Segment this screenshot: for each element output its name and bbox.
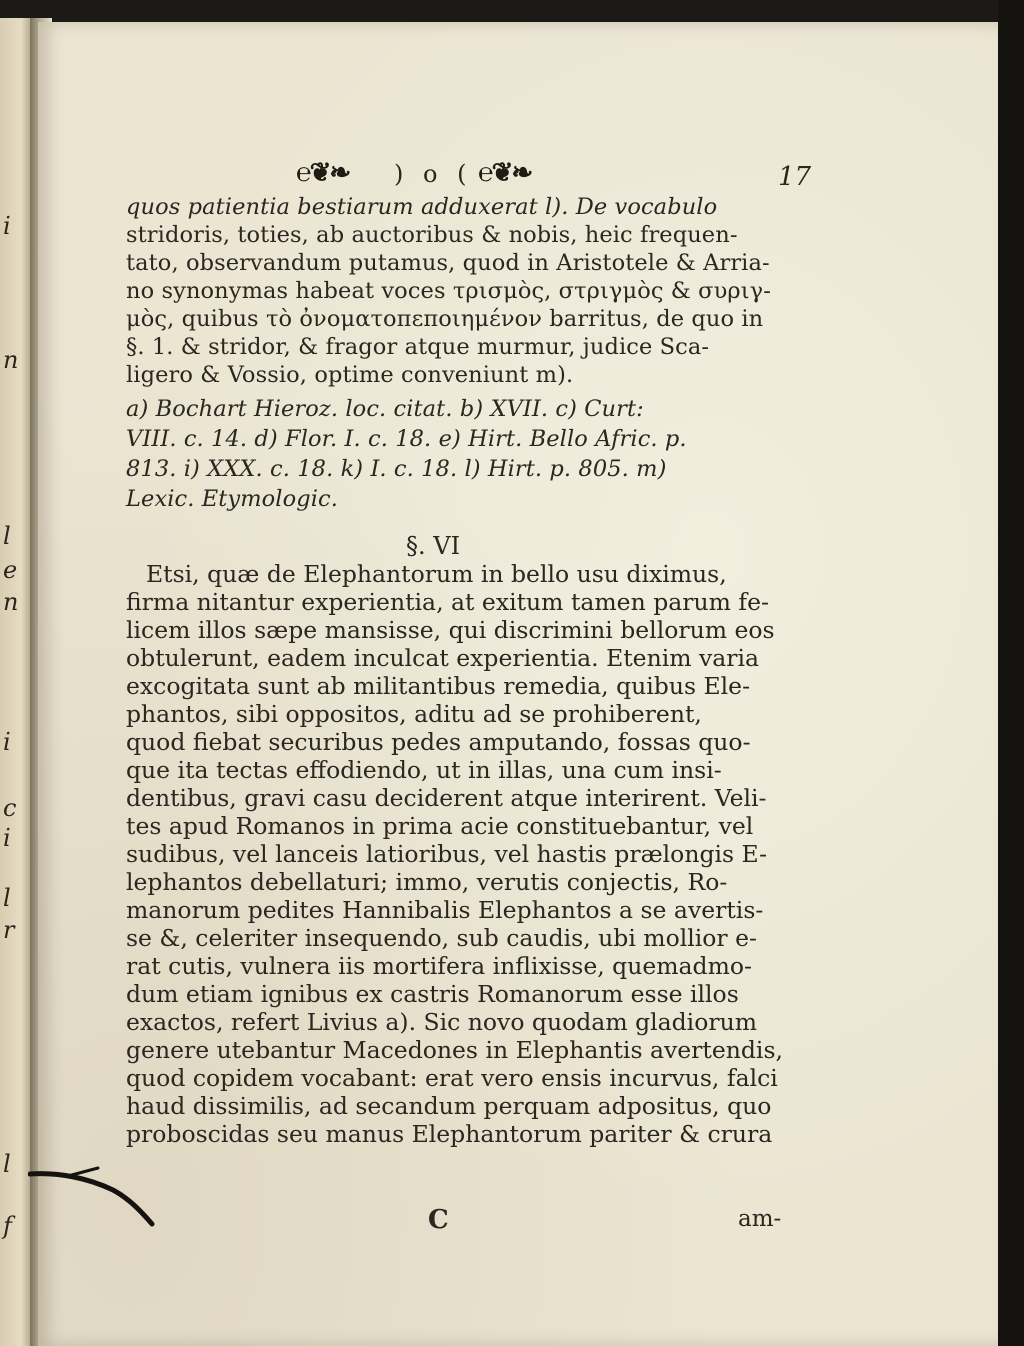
facing-page-edge xyxy=(0,18,30,1346)
text-line: proboscidas seu manus Elephantorum pariter & crura xyxy=(126,1120,773,1148)
header-marker: ) o ( xyxy=(394,160,473,188)
facing-page-fragment: i xyxy=(3,824,11,852)
facing-page-fragment: r xyxy=(3,916,15,944)
text-line: μὸς, quibus τὸ ὀνοματοπεποιημένον barritus, de quo in xyxy=(126,306,764,332)
text-line: exactos, refert Livius a). Sic novo quodam gladiorum xyxy=(126,1008,758,1036)
text-line: genere utebantur Macedones in Elephantis avertendis, xyxy=(126,1036,783,1064)
text-line-content: quos patientia bestiarum adduxerat l). De vocabulo xyxy=(126,194,718,220)
text-line: sudibus, vel lanceis latioribus, vel hastis prælongis E- xyxy=(126,840,768,868)
text-line: obtulerunt, eadem inculcat experientia. Etenim varia xyxy=(126,644,760,672)
text-line: no synonymas habeat voces τρισμὸς, στριγμὸς & συριγ- xyxy=(126,278,771,304)
facing-page-fragment: i xyxy=(3,728,11,756)
facing-page-fragment: n xyxy=(3,346,19,374)
text-line: haud dissimilis, ad secandum perquam adpositus, quo xyxy=(126,1092,772,1120)
facing-page-fragment: i xyxy=(3,212,11,240)
signature-mark: C xyxy=(428,1205,449,1235)
text-line: quod copidem vocabant: erat vero ensis incurvus, falci xyxy=(126,1064,778,1092)
left-printer-ornament: ℮❦❧ xyxy=(296,158,350,188)
text-line: tes apud Romanos in prima acie constituebantur, vel xyxy=(126,812,754,840)
right-printer-ornament: ℮❦❧ xyxy=(478,158,532,188)
text-line: se &, celeriter insequendo, sub caudis, ubi mollior e- xyxy=(126,924,757,952)
text-line: quod fiebat securibus pedes amputando, fossas quo- xyxy=(126,728,751,756)
footnote-line: Lexic. Etymologic. xyxy=(126,486,339,512)
facing-page-fragment: l xyxy=(3,1150,11,1178)
footnote-line: 813. i) XXX. c. 18. k) I. c. 18. l) Hirt. p. 805. m) xyxy=(126,456,667,482)
footnote-line: a) Bochart Hieroz. loc. citat. b) XVII. c) Curt: xyxy=(126,396,644,422)
facing-page-fragment: l xyxy=(3,522,11,550)
scan-background-edge xyxy=(998,0,1024,1346)
text-line: rat cutis, vulnera iis mortifera inflixisse, quemadmo- xyxy=(126,952,752,980)
facing-page-fragment: e xyxy=(3,556,18,584)
text-line: que ita tectas effodiendo, ut in illas, una cum insi- xyxy=(126,756,722,784)
text-line xyxy=(126,194,798,220)
text-line: lephantos debellaturi; immo, verutis conjectis, Ro- xyxy=(126,868,728,896)
text-line: dum etiam ignibus ex castris Romanorum esse illos xyxy=(126,980,739,1008)
text-line: dentibus, gravi casu deciderent atque interirent. Veli- xyxy=(126,784,767,812)
facing-page-fragment: l xyxy=(3,884,11,912)
catchword: am- xyxy=(738,1206,782,1232)
running-header xyxy=(296,152,586,192)
facing-page-fragment: n xyxy=(3,588,19,616)
text-line: excogitata sunt ab militantibus remedia, quibus Ele- xyxy=(126,672,751,700)
page-number: 17 xyxy=(778,162,812,192)
text-line: §. 1. & stridor, & fragor atque murmur, judice Sca- xyxy=(126,334,710,360)
text-line: firma nitantur experientia, at exitum tamen parum fe- xyxy=(126,588,769,616)
footnote-line: VIII. c. 14. d) Flor. I. c. 18. e) Hirt. Bello Afric. p. xyxy=(126,426,687,452)
text-line: tato, observandum putamus, quod in Aristotele & Arria- xyxy=(126,250,770,276)
text-line: licem illos sæpe mansisse, qui discrimini bellorum eos xyxy=(126,616,775,644)
book-page xyxy=(38,22,998,1346)
section-heading: §. VI xyxy=(406,532,461,560)
text-line: ligero & Vossio, optime conveniunt m). xyxy=(126,362,574,388)
text-line: phantos, sibi oppositos, aditu ad se prohiberent, xyxy=(126,700,702,728)
facing-page-fragment: c xyxy=(3,794,17,822)
text-line: manorum pedites Hannibalis Elephantos a se avertis- xyxy=(126,896,764,924)
text-line: Etsi, quæ de Elephantorum in bello usu diximus, xyxy=(146,560,727,588)
facing-page-fragment: f xyxy=(3,1212,12,1240)
text-line: stridoris, toties, ab auctoribus & nobis, heic frequen- xyxy=(126,222,738,248)
ink-stroke-mark xyxy=(28,1162,178,1242)
